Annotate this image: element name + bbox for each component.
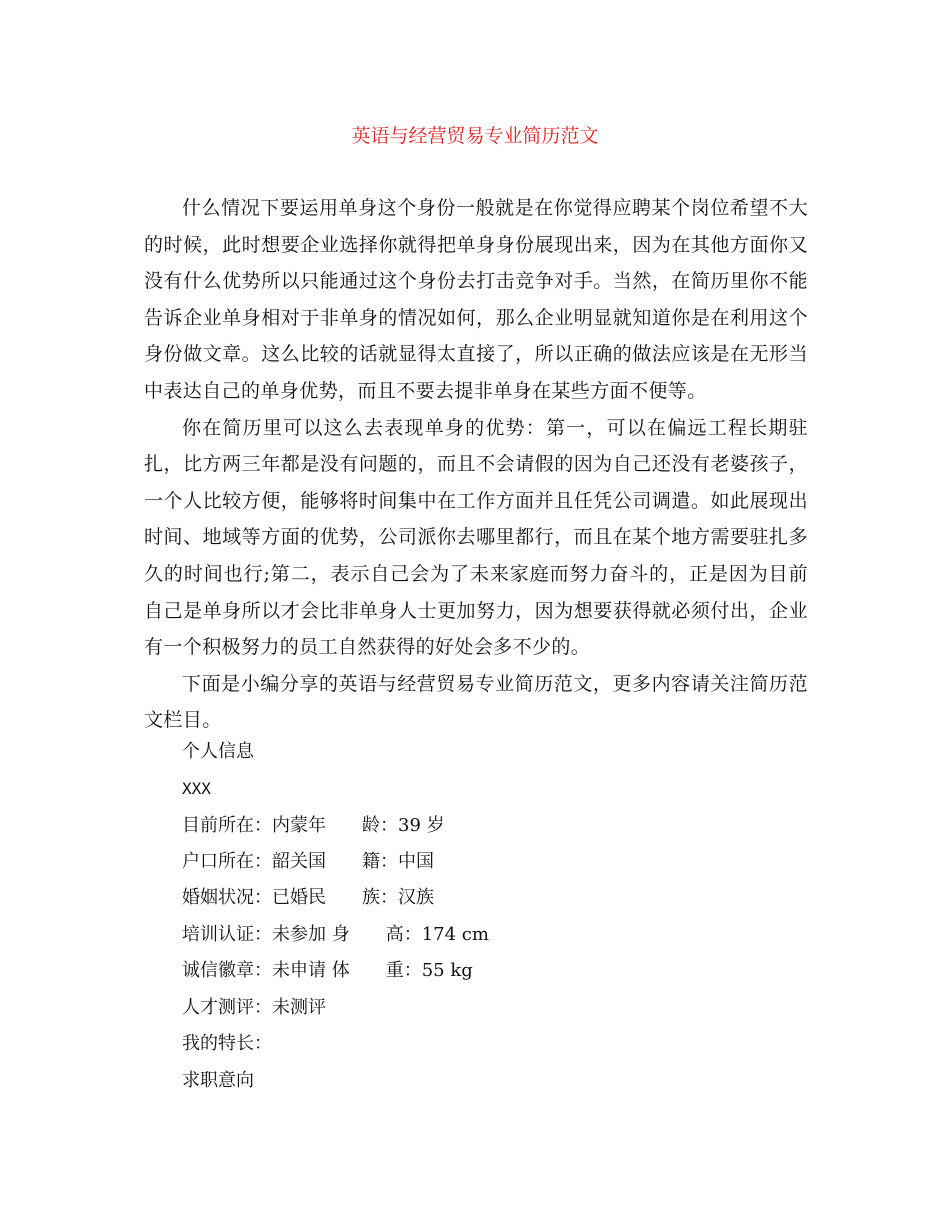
info-line-assessment: 人才测评：未测评	[182, 997, 326, 1018]
info-line-marital: 婚姻状况：已婚民 族：汉族	[182, 887, 434, 908]
paragraph-2: 你在简历里可以这么去表现单身的优势：第一，可以在偏远工程长期驻扎，比方两三年都是没有问题的，而且不会请假的因为自己还没有老婆孩子，一个人比较方便，能够将时间集中在工作方面并且任凭公司调遣。如此展现出时间、地域等方面的优势，公司派你去哪里都行，而且在某个地方需要驻扎多久的时间也行;第二，表示自己会为了未来家庭而努力奋斗的，正是因为目前自己是单身所以才会比非单身人士更加努力，因为想要获得就必须付出，企业有一个积极努力的员工自然获得的好处会多不少的。	[144, 416, 808, 659]
info-line-job-intent: 求职意向	[182, 1070, 254, 1091]
info-line-specialty: 我的特长：	[182, 1033, 272, 1054]
paragraph-3: 下面是小编分享的英语与经营贸易专业简历范文，更多内容请关注简历范文栏目。	[144, 672, 808, 732]
document-title: 英语与经营贸易专业简历范文	[351, 125, 599, 147]
info-line-location: 目前所在：内蒙年 龄：39 岁	[182, 815, 445, 836]
body-text	[144, 190, 808, 739]
info-line-integrity: 诚信徽章：未申请 体 重：55 kg	[182, 960, 473, 981]
info-line-hukou: 户口所在：韶关国 籍：中国	[182, 851, 434, 872]
paragraph-1: 什么情况下要运用单身这个身份一般就是在你觉得应聘某个岗位希望不大的时候，此时想要企业选择你就得把单身身份展现出来，因为在其他方面你又没有什么优势所以只能通过这个身份去打击竞争对手。当然，在简历里你不能告诉企业单身相对于非单身的情况如何，那么企业明显就知道你是在利用这个身份做文章。这么比较的话就显得太直接了，所以正确的做法应该是在无形当中表达自己的单身优势，而且不要去提非单身在某些方面不便等。	[144, 197, 808, 402]
info-heading: 个人信息	[182, 741, 254, 762]
info-line-training: 培训认证：未参加 身 高：174 cm	[182, 924, 489, 945]
info-name: XXX	[182, 779, 211, 798]
